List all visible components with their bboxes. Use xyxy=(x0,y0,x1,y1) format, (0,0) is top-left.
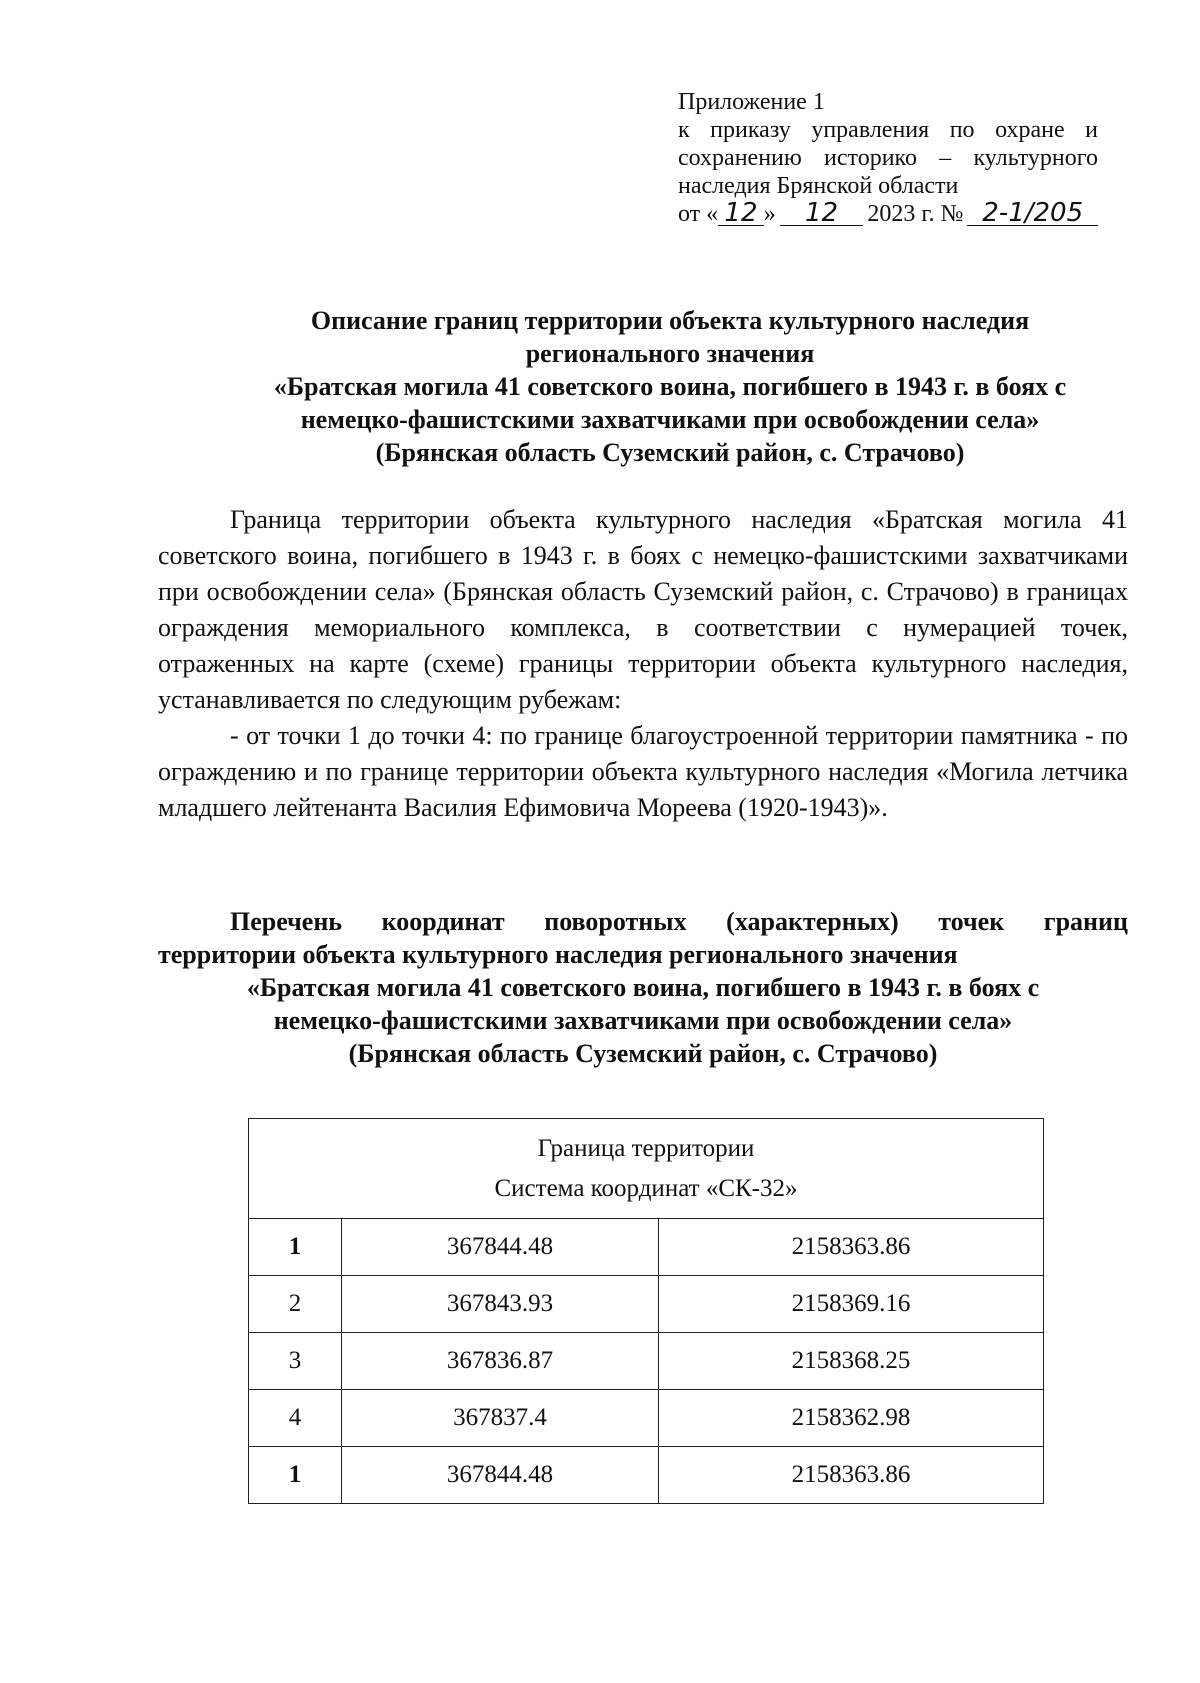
coordinate-x: 367844.48 xyxy=(342,1447,659,1504)
coordinate-x: 367836.87 xyxy=(342,1333,659,1390)
table-row xyxy=(249,1276,1044,1333)
table-row xyxy=(249,1390,1044,1447)
body-text xyxy=(158,502,1128,826)
description-heading-line: (Брянская область Суземский район, с. Страчово) xyxy=(375,438,965,467)
coordinate-y: 2158369.16 xyxy=(659,1276,1044,1333)
description-heading-line: регионального значения xyxy=(525,339,815,368)
description-heading-line: Описание границ территории объекта культурного наследия xyxy=(310,306,1030,335)
coordinates-heading-line-2: территории объекта культурного наследия регионального значения xyxy=(158,940,958,969)
appendix-line-3: наследия Брянской области xyxy=(678,173,959,199)
point-number: 3 xyxy=(249,1333,342,1390)
appendix-date-line xyxy=(678,200,1098,228)
coordinate-y: 2158368.25 xyxy=(659,1333,1044,1390)
coordinate-x: 367843.93 xyxy=(342,1276,659,1333)
table-row xyxy=(249,1447,1044,1504)
coordinates-heading xyxy=(158,905,1128,1070)
description-heading xyxy=(230,304,1110,469)
appendix-block xyxy=(678,88,1098,228)
table-row xyxy=(249,1219,1044,1276)
table-header-line-2: Система координат «СК-32» xyxy=(494,1174,798,1202)
coordinate-x: 367844.48 xyxy=(342,1219,659,1276)
point-number: 2 xyxy=(249,1276,342,1333)
point-number: 1 xyxy=(249,1447,342,1504)
coordinate-y: 2158363.86 xyxy=(659,1447,1044,1504)
coordinates-heading-line-4: немецко-фашистскими захватчиками при освобождении села» xyxy=(273,1006,1013,1035)
description-heading-line: немецко-фашистскими захватчиками при освобождении села» xyxy=(300,405,1040,434)
coordinate-y: 2158362.98 xyxy=(659,1390,1044,1447)
date-prefix: от « xyxy=(678,201,719,227)
body-paragraph-1: Граница территории объекта культурного наследия «Братская могила 41 советского воина, погибшего в 1943 г. в боях с немецко-фашистскими захватчиками при освобождении села» (Брянская область Суземский район, с. Страчово) в границах ограждения мемориального комплекса, в соответствии с нумерацией точек, отраженных на карте (схеме) границы территории объекта культурного наследия, устанавливается по следующим рубежам: xyxy=(158,505,1128,714)
point-number: 1 xyxy=(249,1219,342,1276)
table-row xyxy=(249,1333,1044,1390)
appendix-line-1: к приказу управления по охране и xyxy=(678,117,1098,143)
body-paragraph-2: - от точки 1 до точки 4: по границе благоустроенной территории памятника - по ограждению и по границе территории объекта культурного наследия «Могила летчика младшего лейтенанта Василия Ефимовича Мореева (1920-1943)». xyxy=(158,721,1128,822)
point-number: 4 xyxy=(249,1390,342,1447)
handwritten-day: 12 xyxy=(718,201,764,226)
coordinates-heading-line-3: «Братская могила 41 советского воина, погибшего в 1943 г. в боях с xyxy=(246,973,1040,1002)
handwritten-month: 12 xyxy=(780,201,864,226)
date-mid: » xyxy=(763,201,776,227)
handwritten-order-number: 2-1/205 xyxy=(967,201,1098,226)
coordinates-heading-line-1: Перечень координат поворотных (характерных) точек границ xyxy=(230,907,1128,936)
coordinates-table xyxy=(248,1118,1044,1504)
table-header xyxy=(249,1119,1044,1219)
appendix-title: Приложение 1 xyxy=(678,89,825,115)
coordinate-y: 2158363.86 xyxy=(659,1219,1044,1276)
coordinate-x: 367837.4 xyxy=(342,1390,659,1447)
description-heading-line: «Братская могила 41 советского воина, погибшего в 1943 г. в боях с xyxy=(273,372,1067,401)
appendix-line-2: сохранению историко – культурного xyxy=(678,145,1098,171)
date-year: 2023 г. № xyxy=(867,201,964,227)
coordinates-heading-line-5: (Брянская область Суземский район, с. Страчово) xyxy=(348,1039,938,1068)
table-header-line-1: Граница территории xyxy=(537,1134,755,1162)
